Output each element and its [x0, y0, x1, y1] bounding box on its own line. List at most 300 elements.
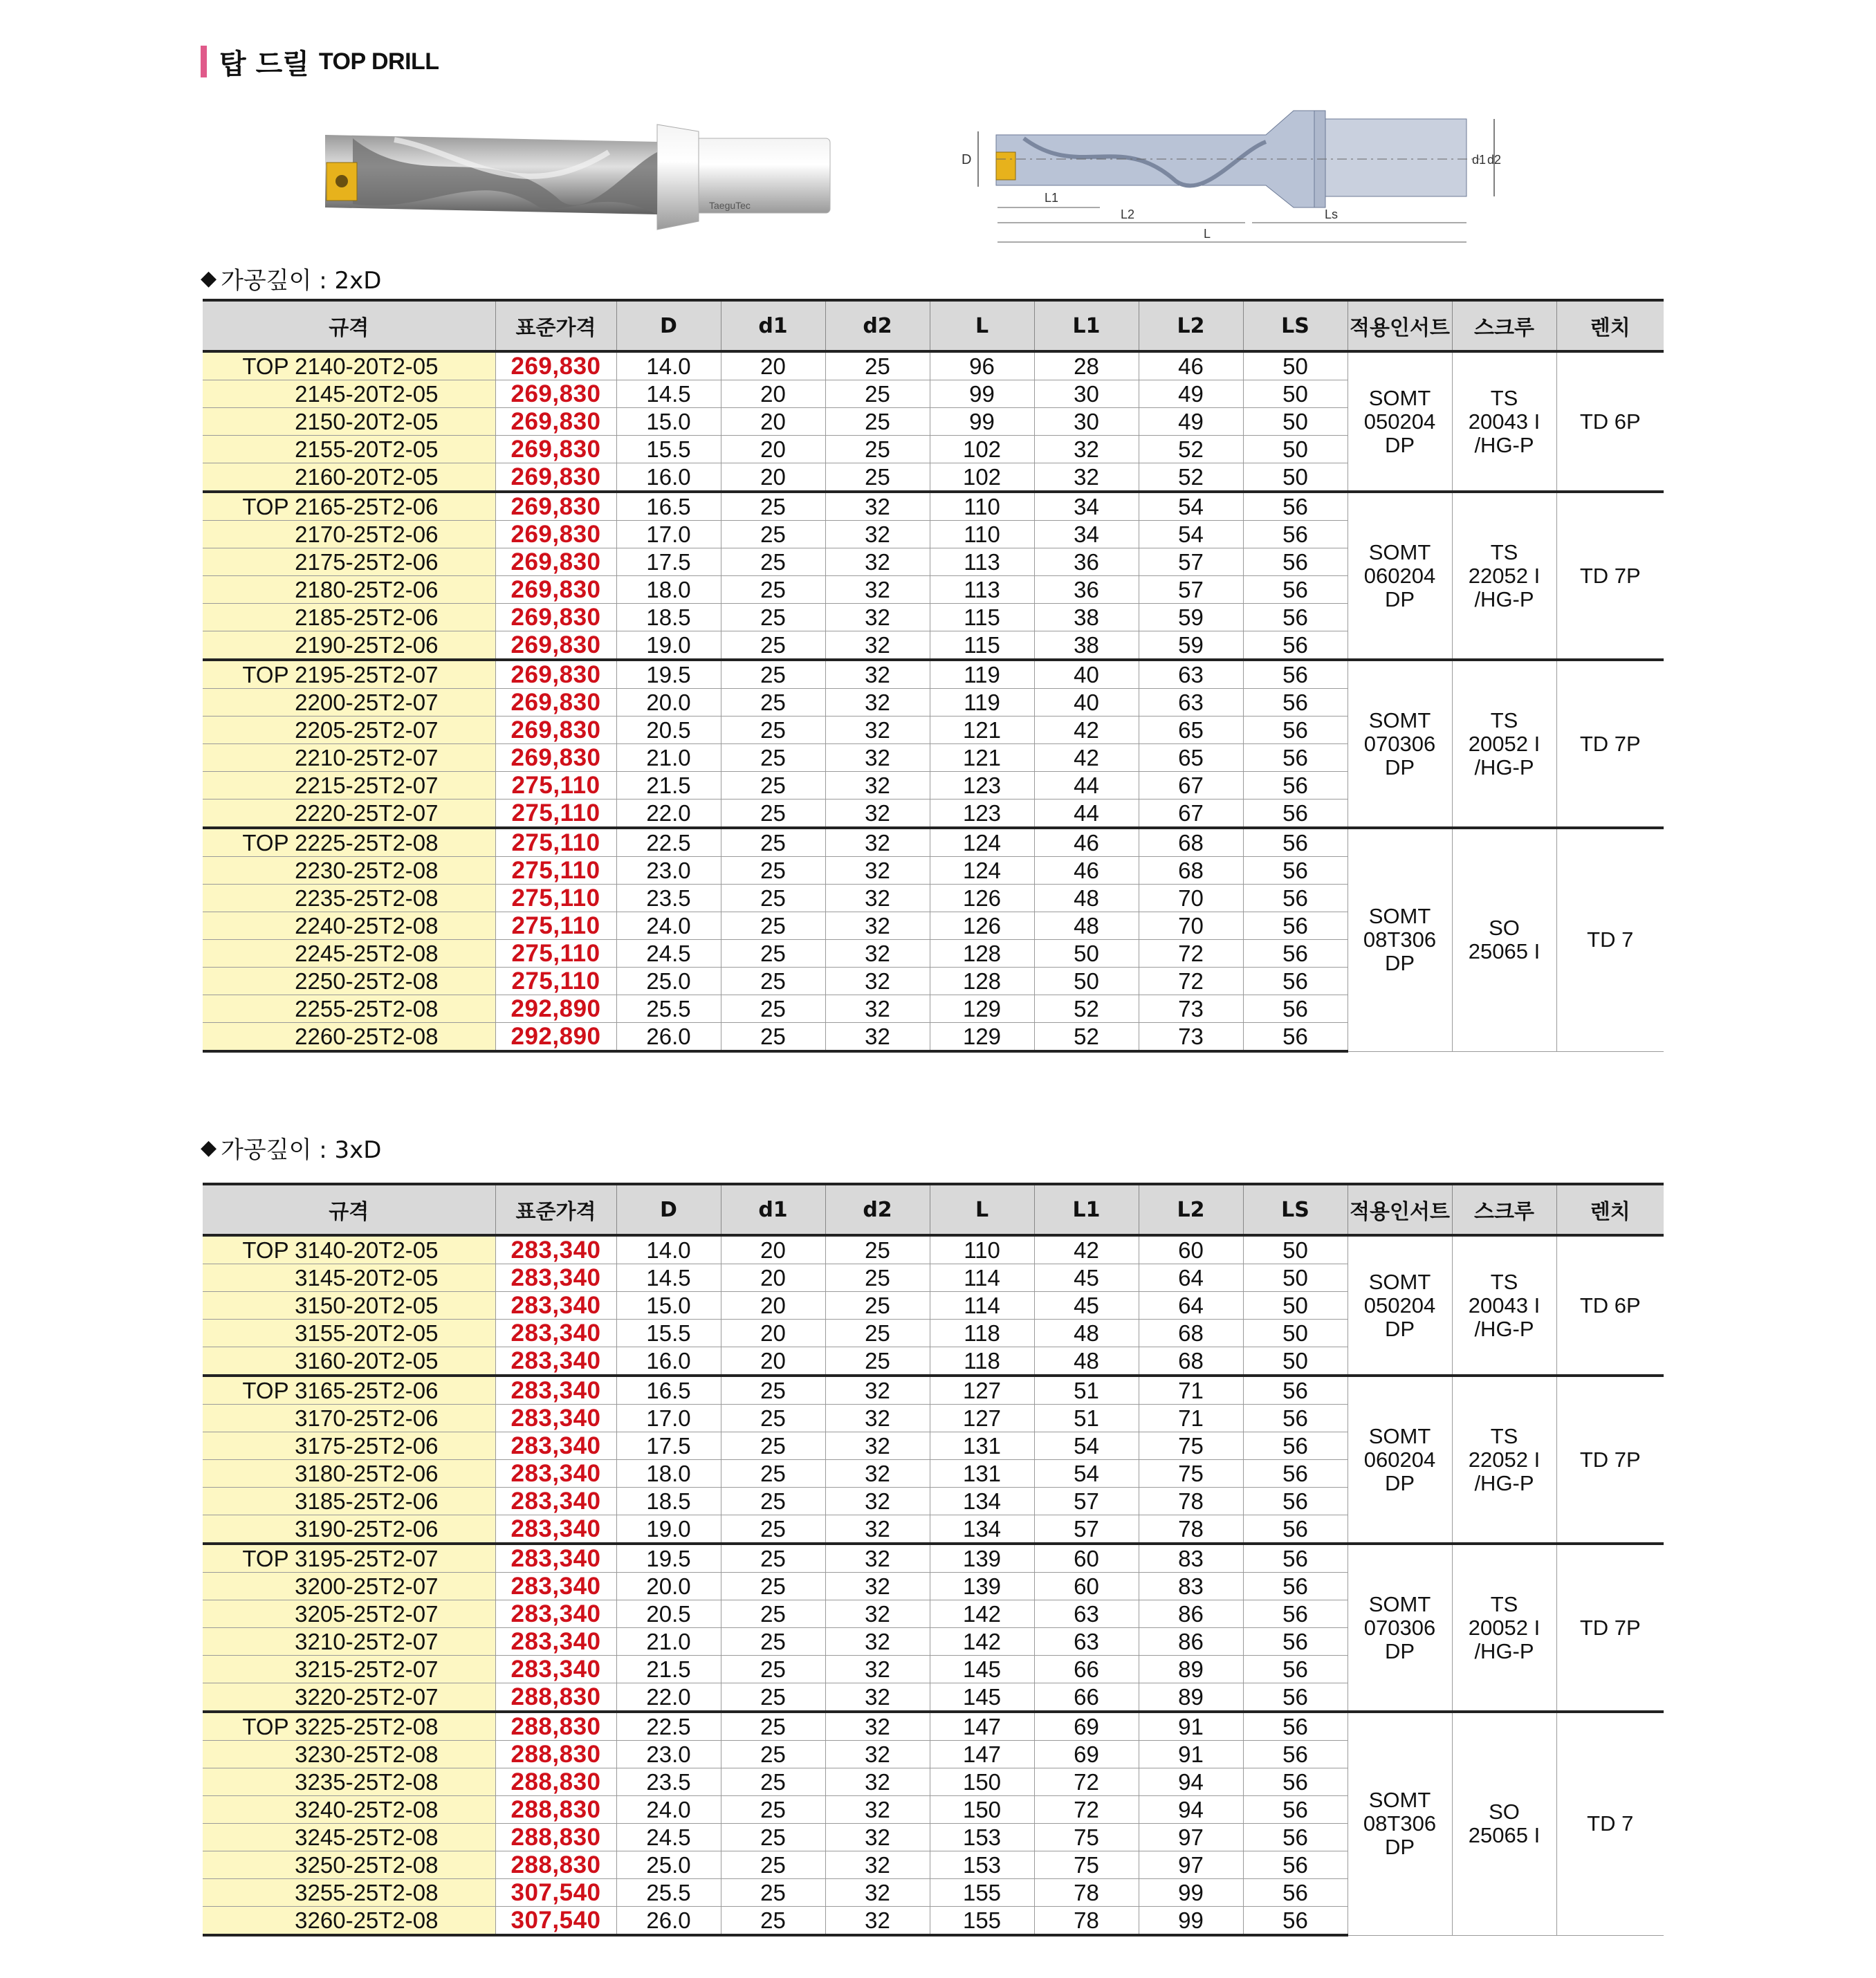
cell-l1: 46	[1034, 828, 1139, 857]
cell-l1: 63	[1034, 1600, 1139, 1628]
cell-d1: 20	[721, 1347, 825, 1376]
cell-ls: 56	[1243, 521, 1348, 548]
screw-cell	[1452, 1235, 1556, 1376]
cell-price: 288,830	[495, 1768, 616, 1796]
cell-l1: 28	[1034, 351, 1139, 380]
cell-l: 113	[930, 576, 1034, 604]
cell-l: 119	[930, 689, 1034, 717]
cell-d2: 32	[825, 1907, 930, 1936]
cell-l1: 45	[1034, 1292, 1139, 1320]
cell-d: 15.0	[616, 1292, 721, 1320]
cell-d1: 20	[721, 1320, 825, 1347]
cell-d1: 25	[721, 660, 825, 689]
cell-price: 275,110	[495, 828, 616, 857]
cell-l1: 60	[1034, 1573, 1139, 1600]
cell-l1: 54	[1034, 1432, 1139, 1460]
cell-d: 22.5	[616, 1712, 721, 1741]
title-accent-bar	[201, 46, 207, 77]
cell-price: 283,340	[495, 1405, 616, 1432]
cell-price: 269,830	[495, 521, 616, 548]
cell-l: 123	[930, 799, 1034, 829]
cell-spec: 3235-25T2-08	[203, 1768, 495, 1796]
cell-d2: 25	[825, 1320, 930, 1347]
cell-spec: 3210-25T2-07	[203, 1628, 495, 1656]
cell-price: 275,110	[495, 885, 616, 912]
cell-l: 110	[930, 521, 1034, 548]
cell-d: 20.5	[616, 717, 721, 744]
page-title	[201, 43, 439, 80]
cell-d: 21.0	[616, 744, 721, 772]
cell-d1: 25	[721, 1768, 825, 1796]
cell-l1: 54	[1034, 1460, 1139, 1488]
cell-price: 283,340	[495, 1347, 616, 1376]
cell-price: 269,830	[495, 463, 616, 492]
cell-l: 155	[930, 1907, 1034, 1936]
column-header: 규격	[203, 300, 495, 351]
cell-l2: 54	[1139, 492, 1243, 521]
cell-ls: 50	[1243, 436, 1348, 463]
cell-d2: 32	[825, 1628, 930, 1656]
cell-d2: 32	[825, 1851, 930, 1879]
cell-l: 102	[930, 436, 1034, 463]
cell-d: 17.5	[616, 548, 721, 576]
cell-l: 142	[930, 1600, 1034, 1628]
cell-price: 292,890	[495, 1023, 616, 1052]
cell-d2: 32	[825, 1683, 930, 1712]
section-title-2xd	[201, 261, 381, 295]
cell-spec: 2145-20T2-05	[203, 380, 495, 408]
cell-l1: 38	[1034, 631, 1139, 660]
screw-cell-line: /HG-P	[1474, 755, 1534, 779]
cell-d1: 25	[721, 968, 825, 995]
cell-l1: 60	[1034, 1544, 1139, 1573]
insert-cell-line: 08T306 DP	[1363, 1811, 1437, 1860]
cell-l2: 91	[1139, 1741, 1243, 1768]
cell-l: 129	[930, 995, 1034, 1023]
cell-l2: 49	[1139, 380, 1243, 408]
cell-d1: 20	[721, 408, 825, 436]
cell-d2: 32	[825, 995, 930, 1023]
cell-d2: 32	[825, 940, 930, 968]
cell-price: 283,340	[495, 1628, 616, 1656]
cell-l: 119	[930, 660, 1034, 689]
cell-price: 307,540	[495, 1907, 616, 1936]
label-d2: d2	[1487, 153, 1502, 167]
cell-d: 15.5	[616, 436, 721, 463]
drill-dimension-diagram	[941, 104, 1508, 256]
cell-d1: 20	[721, 1292, 825, 1320]
insert-cell	[1348, 828, 1452, 1051]
screw-cell-line: 22052 I	[1468, 1447, 1541, 1472]
cell-spec: 2250-25T2-08	[203, 968, 495, 995]
wrench-cell: TD 7P	[1556, 660, 1664, 828]
cell-d: 14.0	[616, 1235, 721, 1264]
cell-d1: 25	[721, 1544, 825, 1573]
insert-cell-line: 050204 DP	[1363, 409, 1436, 457]
cell-ls: 56	[1243, 1907, 1348, 1936]
column-header: d2	[825, 1184, 930, 1235]
column-header: 적용인서트	[1348, 300, 1452, 351]
cell-d2: 32	[825, 1824, 930, 1851]
cell-l2: 97	[1139, 1824, 1243, 1851]
cell-d2: 32	[825, 772, 930, 799]
cell-ls: 56	[1243, 995, 1348, 1023]
cell-ls: 50	[1243, 1320, 1348, 1347]
cell-ls: 56	[1243, 548, 1348, 576]
cell-d1: 25	[721, 1907, 825, 1936]
cell-l: 145	[930, 1656, 1034, 1683]
cell-l2: 73	[1139, 1023, 1243, 1052]
svg-text:TaeguTec: TaeguTec	[709, 200, 751, 211]
wrench-cell: TD 7P	[1556, 1376, 1664, 1544]
title-english: TOP DRILL	[318, 48, 439, 75]
cell-l2: 94	[1139, 1796, 1243, 1824]
cell-l2: 70	[1139, 912, 1243, 940]
cell-l1: 69	[1034, 1712, 1139, 1741]
cell-spec: 3220-25T2-07	[203, 1683, 495, 1712]
screw-cell-line: 20043 I	[1468, 1293, 1541, 1318]
table-row	[203, 1712, 1664, 1741]
cell-l: 129	[930, 1023, 1034, 1052]
cell-spec: 2150-20T2-05	[203, 408, 495, 436]
cell-spec: 3190-25T2-06	[203, 1515, 495, 1544]
screw-cell	[1452, 1376, 1556, 1544]
cell-l: 134	[930, 1515, 1034, 1544]
cell-d2: 32	[825, 1600, 930, 1628]
cell-d1: 25	[721, 1600, 825, 1628]
cell-d1: 25	[721, 604, 825, 631]
cell-l: 114	[930, 1264, 1034, 1292]
cell-l2: 71	[1139, 1376, 1243, 1405]
cell-d1: 20	[721, 351, 825, 380]
cell-spec: 2180-25T2-06	[203, 576, 495, 604]
cell-ls: 56	[1243, 885, 1348, 912]
cell-l1: 51	[1034, 1376, 1139, 1405]
cell-d1: 25	[721, 689, 825, 717]
cell-spec: 3260-25T2-08	[203, 1907, 495, 1936]
cell-l: 113	[930, 548, 1034, 576]
cell-price: 283,340	[495, 1488, 616, 1515]
cell-l1: 34	[1034, 521, 1139, 548]
cell-ls: 56	[1243, 1432, 1348, 1460]
cell-l2: 99	[1139, 1879, 1243, 1907]
cell-l: 145	[930, 1683, 1034, 1712]
screw-cell-line: SO	[1489, 1800, 1520, 1824]
cell-spec: TOP 2140-20T2-05	[203, 351, 495, 380]
cell-price: 307,540	[495, 1879, 616, 1907]
cell-price: 283,340	[495, 1656, 616, 1683]
column-header: 표준가격	[495, 300, 616, 351]
cell-l2: 94	[1139, 1768, 1243, 1796]
cell-d: 20.5	[616, 1600, 721, 1628]
cell-d2: 25	[825, 380, 930, 408]
cell-d: 14.5	[616, 380, 721, 408]
cell-ls: 56	[1243, 1851, 1348, 1879]
cell-d2: 25	[825, 1347, 930, 1376]
cell-price: 269,830	[495, 604, 616, 631]
cell-price: 269,830	[495, 351, 616, 380]
cell-l2: 89	[1139, 1656, 1243, 1683]
column-header: d1	[721, 300, 825, 351]
cell-l2: 91	[1139, 1712, 1243, 1741]
table-row	[203, 1376, 1664, 1405]
cell-d1: 25	[721, 1515, 825, 1544]
cell-d1: 25	[721, 1879, 825, 1907]
cell-l1: 44	[1034, 772, 1139, 799]
cell-price: 275,110	[495, 857, 616, 885]
table-row	[203, 1544, 1664, 1573]
cell-spec: TOP 3140-20T2-05	[203, 1235, 495, 1264]
cell-l: 127	[930, 1405, 1034, 1432]
cell-d2: 32	[825, 631, 930, 660]
cell-l1: 40	[1034, 660, 1139, 689]
cell-ls: 56	[1243, 1376, 1348, 1405]
cell-l2: 68	[1139, 857, 1243, 885]
cell-price: 269,830	[495, 380, 616, 408]
cell-d: 17.5	[616, 1432, 721, 1460]
cell-l2: 72	[1139, 940, 1243, 968]
cell-d2: 32	[825, 1488, 930, 1515]
cell-price: 269,830	[495, 408, 616, 436]
screw-cell	[1452, 660, 1556, 828]
screw-cell-line: 20052 I	[1468, 731, 1541, 756]
cell-d: 14.5	[616, 1264, 721, 1292]
insert-cell-line: 070306 DP	[1363, 731, 1436, 779]
cell-d1: 20	[721, 380, 825, 408]
cell-d1: 25	[721, 576, 825, 604]
cell-d: 23.5	[616, 1768, 721, 1796]
cell-l1: 78	[1034, 1879, 1139, 1907]
cell-spec: 2220-25T2-07	[203, 799, 495, 829]
screw-cell	[1452, 828, 1556, 1051]
cell-ls: 56	[1243, 1628, 1348, 1656]
cell-d: 24.0	[616, 1796, 721, 1824]
cell-l1: 72	[1034, 1796, 1139, 1824]
cell-price: 288,830	[495, 1796, 616, 1824]
cell-price: 269,830	[495, 660, 616, 689]
cell-l2: 83	[1139, 1544, 1243, 1573]
spec-table-2xd	[203, 299, 1664, 1053]
cell-ls: 56	[1243, 660, 1348, 689]
cell-d: 22.0	[616, 1683, 721, 1712]
cell-price: 269,830	[495, 436, 616, 463]
cell-d: 25.0	[616, 968, 721, 995]
cell-d: 19.5	[616, 660, 721, 689]
cell-spec: 2170-25T2-06	[203, 521, 495, 548]
cell-d: 25.5	[616, 995, 721, 1023]
cell-l1: 46	[1034, 857, 1139, 885]
cell-spec: 3240-25T2-08	[203, 1796, 495, 1824]
screw-cell-line: 20043 I	[1468, 409, 1541, 434]
cell-price: 283,340	[495, 1235, 616, 1264]
cell-d2: 25	[825, 463, 930, 492]
cell-d1: 20	[721, 436, 825, 463]
cell-d1: 25	[721, 912, 825, 940]
cell-d: 19.0	[616, 1515, 721, 1544]
cell-l: 123	[930, 772, 1034, 799]
cell-d: 16.5	[616, 492, 721, 521]
cell-ls: 56	[1243, 912, 1348, 940]
cell-spec: 2230-25T2-08	[203, 857, 495, 885]
insert-cell-line: 060204 DP	[1363, 563, 1436, 611]
cell-spec: 3175-25T2-06	[203, 1432, 495, 1460]
cell-d: 15.5	[616, 1320, 721, 1347]
cell-l1: 42	[1034, 1235, 1139, 1264]
cell-l: 114	[930, 1292, 1034, 1320]
insert-cell-line: SOMT	[1368, 1788, 1431, 1813]
cell-l: 150	[930, 1796, 1034, 1824]
cell-spec: 3155-20T2-05	[203, 1320, 495, 1347]
cell-l: 96	[930, 351, 1034, 380]
cell-l2: 67	[1139, 799, 1243, 829]
cell-l2: 86	[1139, 1600, 1243, 1628]
cell-price: 283,340	[495, 1432, 616, 1460]
column-header: 적용인서트	[1348, 1184, 1452, 1235]
cell-l1: 34	[1034, 492, 1139, 521]
cell-d1: 25	[721, 1796, 825, 1824]
insert-cell	[1348, 660, 1452, 828]
section-title-3xd	[201, 1131, 381, 1165]
screw-cell-line: /HG-P	[1474, 1470, 1534, 1495]
table-row	[203, 828, 1664, 857]
cell-l1: 52	[1034, 1023, 1139, 1052]
wrench-cell: TD 7P	[1556, 492, 1664, 660]
cell-l: 153	[930, 1851, 1034, 1879]
cell-d2: 32	[825, 492, 930, 521]
cell-price: 283,340	[495, 1600, 616, 1628]
cell-l2: 60	[1139, 1235, 1243, 1264]
column-header: L2	[1139, 1184, 1243, 1235]
cell-l2: 78	[1139, 1515, 1243, 1544]
cell-price: 283,340	[495, 1376, 616, 1405]
cell-spec: 2175-25T2-06	[203, 548, 495, 576]
cell-d1: 25	[721, 1432, 825, 1460]
cell-d: 23.0	[616, 857, 721, 885]
cell-d2: 25	[825, 1264, 930, 1292]
column-header: L1	[1034, 300, 1139, 351]
cell-ls: 50	[1243, 1292, 1348, 1320]
cell-l1: 36	[1034, 576, 1139, 604]
cell-d2: 32	[825, 1712, 930, 1741]
cell-d1: 25	[721, 1488, 825, 1515]
cell-d1: 25	[721, 492, 825, 521]
cell-ls: 50	[1243, 1264, 1348, 1292]
cell-price: 283,340	[495, 1515, 616, 1544]
cell-d1: 25	[721, 1405, 825, 1432]
cell-d1: 25	[721, 772, 825, 799]
screw-cell-line: /HG-P	[1474, 586, 1534, 611]
cell-spec: 2185-25T2-06	[203, 604, 495, 631]
label-L2: L2	[1121, 207, 1135, 221]
cell-ls: 56	[1243, 1796, 1348, 1824]
cell-price: 275,110	[495, 968, 616, 995]
cell-l: 110	[930, 1235, 1034, 1264]
cell-price: 275,110	[495, 912, 616, 940]
wrench-cell: TD 7P	[1556, 1544, 1664, 1712]
cell-d: 15.0	[616, 408, 721, 436]
cell-d2: 32	[825, 1405, 930, 1432]
column-header: 렌치	[1556, 1184, 1664, 1235]
cell-l2: 64	[1139, 1292, 1243, 1320]
cell-spec: TOP 3195-25T2-07	[203, 1544, 495, 1573]
cell-l: 99	[930, 380, 1034, 408]
insert-cell	[1348, 1376, 1452, 1544]
cell-d2: 32	[825, 968, 930, 995]
cell-d1: 25	[721, 744, 825, 772]
cell-l2: 64	[1139, 1264, 1243, 1292]
cell-d2: 32	[825, 1796, 930, 1824]
column-header: 렌치	[1556, 300, 1664, 351]
screw-cell-line: TS	[1490, 385, 1518, 410]
cell-l2: 54	[1139, 521, 1243, 548]
cell-d1: 25	[721, 885, 825, 912]
cell-d1: 25	[721, 1741, 825, 1768]
cell-d: 18.5	[616, 1488, 721, 1515]
column-header: d2	[825, 300, 930, 351]
cell-spec: 3185-25T2-06	[203, 1488, 495, 1515]
cell-d: 14.0	[616, 351, 721, 380]
cell-ls: 56	[1243, 1515, 1348, 1544]
cell-l: 139	[930, 1544, 1034, 1573]
column-header: L2	[1139, 300, 1243, 351]
cell-spec: 2155-20T2-05	[203, 436, 495, 463]
screw-cell	[1452, 1544, 1556, 1712]
cell-l2: 65	[1139, 744, 1243, 772]
cell-d2: 32	[825, 1515, 930, 1544]
cell-d1: 25	[721, 1656, 825, 1683]
label-d1: d1	[1472, 153, 1487, 167]
cell-d2: 32	[825, 912, 930, 940]
cell-d2: 32	[825, 660, 930, 689]
cell-l: 126	[930, 885, 1034, 912]
cell-ls: 56	[1243, 1544, 1348, 1573]
insert-cell-line: SOMT	[1368, 1423, 1431, 1448]
cell-l2: 68	[1139, 828, 1243, 857]
cell-price: 269,830	[495, 744, 616, 772]
cell-d: 23.0	[616, 1741, 721, 1768]
cell-d1: 25	[721, 1376, 825, 1405]
column-header: L	[930, 300, 1034, 351]
cell-d1: 25	[721, 799, 825, 829]
cell-l: 147	[930, 1741, 1034, 1768]
cell-l1: 48	[1034, 1320, 1139, 1347]
cell-l1: 45	[1034, 1264, 1139, 1292]
cell-d1: 25	[721, 857, 825, 885]
table-row	[203, 351, 1664, 380]
cell-ls: 50	[1243, 408, 1348, 436]
drill-product-photo	[311, 111, 851, 263]
cell-ls: 56	[1243, 1023, 1348, 1052]
cell-l: 124	[930, 857, 1034, 885]
cell-l: 102	[930, 463, 1034, 492]
cell-d2: 32	[825, 1376, 930, 1405]
cell-d2: 32	[825, 1023, 930, 1052]
cell-d: 21.0	[616, 1628, 721, 1656]
cell-l2: 57	[1139, 576, 1243, 604]
cell-d: 25.5	[616, 1879, 721, 1907]
cell-l2: 52	[1139, 463, 1243, 492]
cell-l: 121	[930, 717, 1034, 744]
cell-l2: 73	[1139, 995, 1243, 1023]
cell-l1: 48	[1034, 885, 1139, 912]
cell-d2: 32	[825, 1768, 930, 1796]
cell-l2: 99	[1139, 1907, 1243, 1936]
cell-d1: 25	[721, 717, 825, 744]
cell-ls: 56	[1243, 940, 1348, 968]
cell-spec: TOP 3225-25T2-08	[203, 1712, 495, 1741]
cell-l1: 63	[1034, 1628, 1139, 1656]
insert-cell	[1348, 1235, 1452, 1376]
